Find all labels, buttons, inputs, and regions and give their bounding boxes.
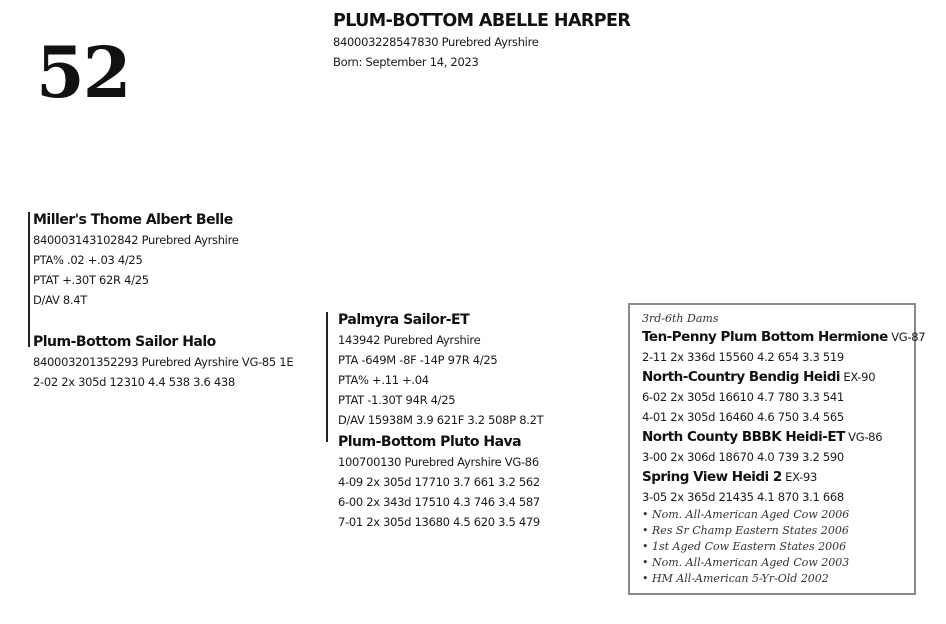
dam-entry-record: 3-05 2x 365d 21435 4.1 870 3.1 668 bbox=[642, 490, 844, 504]
honor-line: • Nom. All-American Aged Cow 2006 bbox=[642, 508, 850, 521]
dam-entry-name: North County BBBK Heidi-ET bbox=[642, 429, 845, 445]
maternal-granddam-info-line: 6-00 2x 343d 17510 4.3 746 3.4 587 bbox=[338, 495, 540, 509]
honor-line: • 1st Aged Cow Eastern States 2006 bbox=[642, 540, 847, 553]
dam-entry-name: Spring View Heidi 2 bbox=[642, 469, 782, 485]
sire-info-line: D/AV 8.4T bbox=[33, 293, 87, 307]
sire-info-line: 840003143102842 Purebred Ayrshire bbox=[33, 233, 239, 247]
dam-info-line: 2-02 2x 305d 12310 4.4 538 3.6 438 bbox=[33, 375, 235, 389]
dam-entry-score: EX-90 bbox=[843, 370, 876, 384]
dam-entry bbox=[642, 367, 925, 387]
animal-birth-date: Born: September 14, 2023 bbox=[333, 55, 479, 69]
dam-bracket-line bbox=[326, 312, 328, 442]
dam-entry-name: North-Country Bendig Heidi bbox=[642, 369, 840, 385]
maternal-grandsire-block bbox=[338, 310, 543, 430]
animal-header bbox=[333, 10, 630, 72]
honor-line: • Res Sr Champ Eastern States 2006 bbox=[642, 524, 849, 537]
animal-registration: 840003228547830 Purebred Ayrshire bbox=[333, 35, 539, 49]
dam-entry bbox=[642, 327, 925, 347]
dam-name: Plum-Bottom Sailor Halo bbox=[33, 334, 216, 350]
honor-line: • HM All-American 5-Yr-Old 2002 bbox=[642, 572, 829, 585]
extended-dams-box bbox=[628, 303, 926, 595]
dam-entry bbox=[642, 427, 925, 447]
animal-name: PLUM-BOTTOM ABELLE HARPER bbox=[333, 11, 631, 31]
dam-entry bbox=[642, 467, 925, 487]
dam-info-line: 840003201352293 Purebred Ayrshire VG-85 1E bbox=[33, 355, 294, 369]
maternal-grandsire-info-line: PTA% +.11 +.04 bbox=[338, 373, 429, 387]
dam-entry-score: VG-87 bbox=[891, 330, 926, 344]
sire-info-line: PTA% .02 +.03 4/25 bbox=[33, 253, 143, 267]
maternal-granddam-info-line: 4-09 2x 305d 17710 3.7 661 3.2 562 bbox=[338, 475, 540, 489]
sire-bracket-line bbox=[28, 212, 30, 347]
dam-entry-score: EX-93 bbox=[785, 470, 817, 484]
maternal-granddam-name: Plum-Bottom Pluto Hava bbox=[338, 434, 522, 450]
dam-entry-record: 3-00 2x 306d 18670 4.0 739 3.2 590 bbox=[642, 450, 844, 464]
maternal-granddam-info-line: 7-01 2x 305d 13680 4.5 620 3.5 479 bbox=[338, 515, 540, 529]
extended-dams-heading: 3rd-6th Dams bbox=[642, 312, 719, 325]
dam-entry-record: 4-01 2x 305d 16460 4.6 750 3.4 565 bbox=[642, 410, 844, 424]
maternal-granddam-info-line: 100700130 Purebred Ayrshire VG-86 bbox=[338, 455, 539, 469]
sire-name: Miller's Thome Albert Belle bbox=[33, 212, 233, 228]
maternal-grandsire-info-line: D/AV 15938M 3.9 621F 3.2 508P 8.2T bbox=[338, 413, 544, 427]
honor-line: • Nom. All-American Aged Cow 2003 bbox=[642, 556, 850, 569]
maternal-granddam-block bbox=[338, 432, 540, 532]
maternal-grandsire-info-line: PTAT -1.30T 94R 4/25 bbox=[338, 393, 456, 407]
sire-block bbox=[33, 210, 239, 310]
dam-entry-score: VG-86 bbox=[848, 430, 883, 444]
sire-info-line: PTAT +.30T 62R 4/25 bbox=[33, 273, 149, 287]
lot-number: 52 bbox=[36, 31, 130, 114]
dam-entry-record: 2-11 2x 336d 15560 4.2 654 3.3 519 bbox=[642, 350, 844, 364]
dam-entry-name: Ten-Penny Plum Bottom Hermione bbox=[642, 329, 888, 345]
dam-entry-record: 6-02 2x 305d 16610 4.7 780 3.3 541 bbox=[642, 390, 844, 404]
dam-block bbox=[33, 332, 293, 392]
maternal-grandsire-info-line: 143942 Purebred Ayrshire bbox=[338, 333, 481, 347]
maternal-grandsire-name: Palmyra Sailor-ET bbox=[338, 312, 470, 328]
maternal-grandsire-info-line: PTA -649M -8F -14P 97R 4/25 bbox=[338, 353, 498, 367]
